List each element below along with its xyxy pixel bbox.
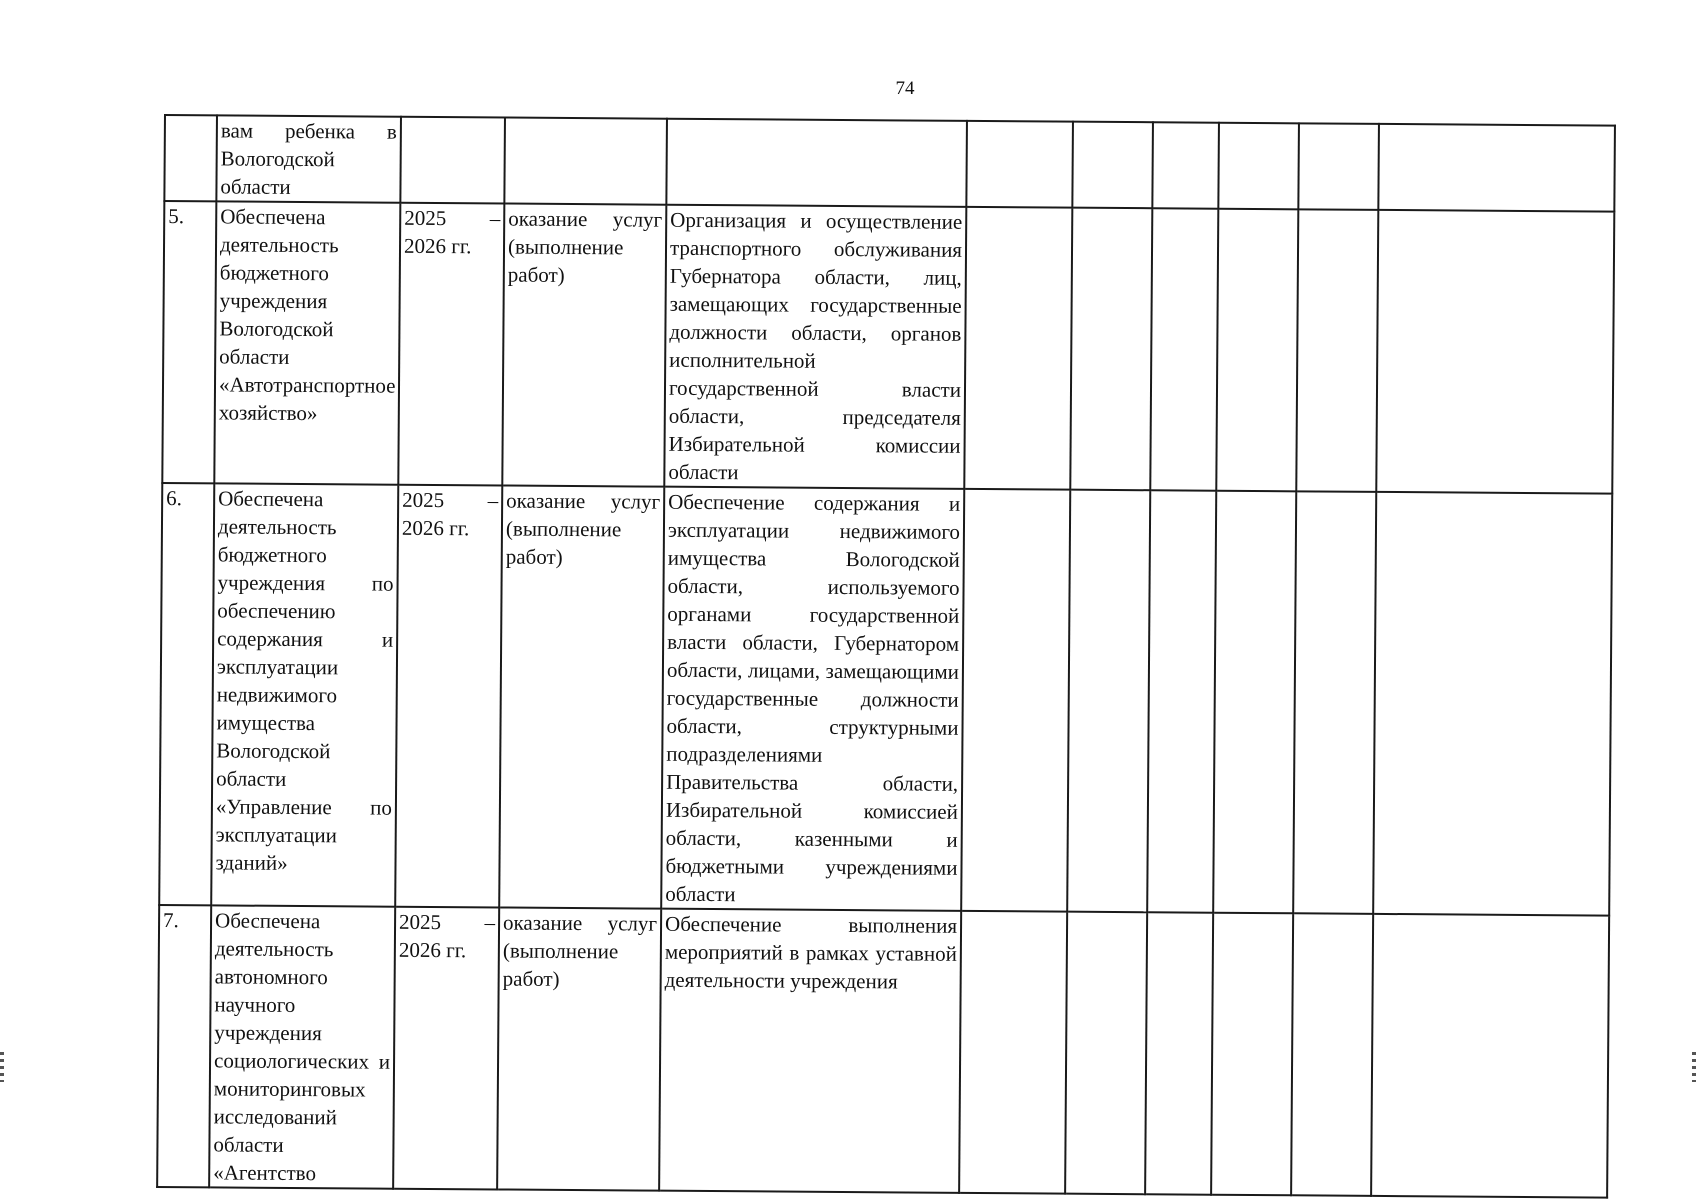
- scan-edge-mark-left: [0, 1052, 4, 1082]
- cell-empty: [1072, 122, 1153, 209]
- cell-period: 2025 – 2026 гг.: [395, 485, 502, 908]
- cell-empty: [1147, 490, 1216, 912]
- cell-empty: [1291, 913, 1373, 1196]
- cell-empty: [1298, 123, 1379, 210]
- cell-empty: [959, 911, 1067, 1194]
- cell-period: 2025 – 2026 гг.: [393, 907, 499, 1190]
- cell-type: оказание услуг (выполнение работ): [502, 203, 666, 486]
- cell-empty: [1150, 208, 1218, 490]
- scanned-table-wrapper: [156, 114, 1614, 1199]
- cell-empty: [1293, 491, 1376, 914]
- cell-description: Организация и осуществление транспортного обслуживания Губернатора области, лиц, замещающих государственные должности области, органов исполнительной государственной власти области, председателя Избирательной комиссии области: [664, 205, 966, 489]
- cell-empty: [1296, 209, 1378, 492]
- cell-period: 2025 – 2026 гг.: [398, 203, 504, 486]
- cell-description: [666, 119, 967, 207]
- cell-period: [400, 117, 505, 204]
- cell-description: Обеспечение выполнения мероприятий в рамках уставной деятельности учреждения: [659, 909, 961, 1193]
- cell-empty: [1070, 208, 1152, 491]
- cell-empty: [1216, 209, 1298, 492]
- table-row: [159, 483, 1612, 916]
- cell-empty: [1213, 491, 1296, 914]
- cell-empty: [1152, 122, 1219, 208]
- cell-type: оказание услуг (выполнение работ): [497, 907, 661, 1190]
- cell-empty: [1145, 912, 1213, 1194]
- cell-num: 5.: [162, 201, 216, 483]
- cell-empty: [964, 207, 1072, 490]
- cell-empty: [1211, 913, 1293, 1196]
- cell-name: Обеспечена деятельность бюджетного учреждения по обеспечению содержания и эксплуатации недвижимого имущества Вологодской области «Управление по эксплуатации зданий»: [211, 483, 398, 906]
- cell-type: [504, 117, 667, 204]
- cell-empty: [1378, 124, 1615, 212]
- cell-empty: [1065, 912, 1147, 1195]
- page-number: 74: [895, 78, 915, 99]
- scan-edge-mark-right: [1692, 1052, 1696, 1082]
- table-row-continuation: [164, 115, 1615, 212]
- cell-empty: [1373, 492, 1612, 916]
- cell-type: оказание услуг (выполнение работ): [499, 485, 664, 908]
- cell-num: 7.: [157, 905, 211, 1187]
- cell-empty: [1067, 490, 1150, 913]
- cell-num: 6.: [159, 483, 214, 905]
- cell-empty: [1218, 123, 1299, 210]
- cell-name: Обеспечена деятельность бюджетного учреждения Вологодской области «Автотранспортное хозяйство»: [214, 201, 400, 484]
- table-row: [157, 905, 1609, 1198]
- cell-empty: [1376, 210, 1614, 494]
- cell-name: Обеспечена деятельность автономного научного учреждения социологических и мониторинговых исследований области «Агентство: [209, 905, 395, 1188]
- cell-empty: [961, 489, 1070, 912]
- program-table: [156, 114, 1616, 1199]
- table-row: [162, 201, 1614, 494]
- cell-description: Обеспечение содержания и эксплуатации недвижимого имущества Вологодской области, используемого органами государственной власти области, Губернатором области, лицами, замещающими государственные должности области, структурными подразделениями Правительства области, Избирательной комиссией области, казенными и бюджетными учреждениями области: [661, 487, 964, 911]
- cell-num: [164, 115, 217, 201]
- cell-empty: [1371, 914, 1609, 1198]
- cell-name: вам ребенка в Вологодской области: [216, 115, 401, 202]
- cell-empty: [966, 121, 1073, 208]
